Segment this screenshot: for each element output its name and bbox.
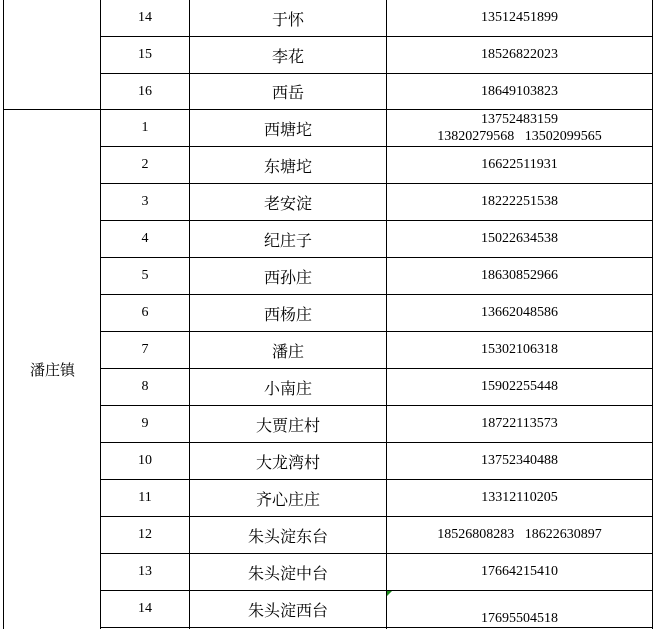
village-name: 大贾庄村: [255, 415, 320, 435]
row-number: 13: [138, 564, 152, 579]
phone-number: 18649103823: [481, 83, 558, 99]
phone-number: 15902255448: [481, 379, 558, 394]
village-name: 于怀: [271, 9, 304, 29]
row-number: 10: [138, 453, 152, 468]
village-name: 东塘坨: [263, 156, 312, 176]
phone-number: 15302106318: [481, 342, 558, 357]
cell-comment-marker-icon: [387, 591, 392, 596]
village-name: 老安淀: [263, 193, 312, 213]
row-number: 7: [141, 342, 149, 357]
phone-number: 18222251538: [481, 194, 558, 209]
phone-number: 13662048586: [481, 305, 558, 320]
phone-number: 18722113573: [481, 416, 558, 431]
row-number: 8: [141, 379, 149, 394]
row-number: 12: [138, 527, 152, 542]
row-number: 1: [141, 120, 149, 135]
phone-line-1: 13752483159: [481, 112, 558, 127]
village-name: 西岳: [271, 83, 304, 102]
village-name: 齐心庄庄: [255, 489, 320, 509]
row-number: 14: [138, 601, 152, 616]
village-name: 李花: [271, 46, 304, 66]
row-number: 11: [138, 490, 152, 505]
village-name: 西孙庄: [263, 267, 312, 287]
village-name: 朱头淀东台: [247, 526, 328, 546]
town-name: 潘庄镇: [30, 361, 76, 379]
phone-number: 16622511931: [481, 157, 558, 172]
row-number: 5: [141, 268, 149, 283]
row-number: 14: [138, 10, 152, 25]
village-name: 西杨庄: [263, 304, 312, 324]
phone-number: [387, 110, 652, 146]
village-name: 朱头淀中台: [247, 563, 328, 583]
row-number: 2: [141, 157, 149, 172]
row-number: 15: [138, 47, 152, 62]
phone-number: 18526808283 18622630897: [437, 527, 602, 542]
village-name: 纪庄子: [263, 230, 312, 250]
row-number: 3: [141, 194, 149, 209]
phone-number: 13512451899: [481, 10, 558, 25]
village-name: 西塘坨: [263, 119, 312, 139]
row-number: 4: [141, 231, 149, 246]
phone-number: 18526822023: [481, 47, 558, 62]
phone-number: 17664215410: [481, 564, 558, 579]
grid-line-right: [652, 0, 653, 629]
row-number: 6: [141, 305, 149, 320]
row-number: 9: [141, 416, 149, 431]
phone-number: 15022634538: [481, 231, 558, 246]
row-number: 16: [138, 83, 152, 99]
village-name: 小南庄: [263, 378, 312, 398]
phone-line-2: 13820279568 13502099565: [437, 129, 602, 144]
village-name: 潘庄: [271, 341, 304, 361]
phone-number: 17695504518: [481, 611, 558, 626]
phone-number: 13752340488: [481, 453, 558, 468]
phone-number: 18630852966: [481, 268, 558, 283]
phone-number: 13312110205: [481, 490, 558, 505]
village-name: 朱头淀西台: [247, 600, 328, 620]
village-name: 大龙湾村: [255, 452, 320, 472]
